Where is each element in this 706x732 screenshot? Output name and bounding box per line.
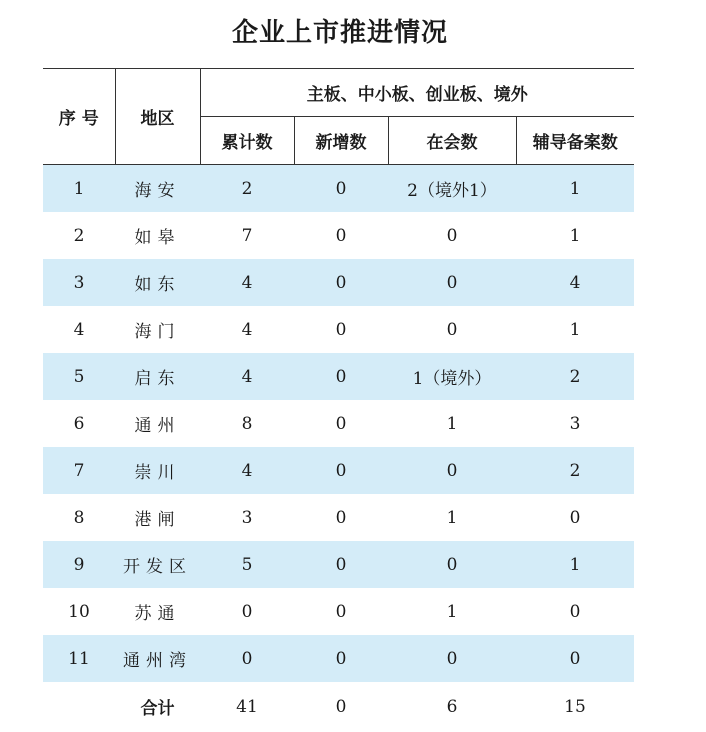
- cell-region: 崇川: [115, 447, 200, 494]
- header-row: [43, 69, 634, 117]
- cell-in-review: 0: [446, 319, 458, 340]
- cell-in-review: 1（境外）: [388, 353, 516, 400]
- table-row: [43, 306, 634, 353]
- table-row: [43, 400, 634, 447]
- header-cumulative: 累计数: [200, 117, 294, 165]
- cell-cumulative: 5: [200, 541, 294, 588]
- cell-seq: 8: [73, 507, 85, 528]
- cell-cumulative: 2: [200, 165, 294, 213]
- cell-new: 0: [335, 413, 347, 434]
- cell-seq: 10: [68, 601, 90, 622]
- cell-cumulative: 4: [200, 353, 294, 400]
- cell-region: 如东: [115, 259, 200, 306]
- cell-new: 0: [294, 165, 388, 213]
- cell-tutoring: 2: [516, 353, 634, 400]
- page-title: 企业上市推进情况: [231, 18, 448, 48]
- header-region: 地区: [115, 69, 200, 165]
- cell-region: 海门: [134, 322, 181, 342]
- cell-new: 0: [335, 319, 347, 340]
- table-row: [43, 494, 634, 541]
- cell-new: 0: [294, 353, 388, 400]
- cell-in-review: 0: [446, 225, 458, 246]
- cell-seq: 4: [73, 319, 85, 340]
- cell-cumulative: 4: [241, 319, 253, 340]
- total-cumulative: 41: [236, 696, 258, 717]
- cell-tutoring: 4: [516, 259, 634, 306]
- cell-region: 通州: [134, 416, 181, 436]
- total-in-review: 6: [446, 696, 458, 717]
- cell-seq: 9: [43, 541, 115, 588]
- total-new: 0: [335, 696, 347, 717]
- header-tutoring: 辅导备案数: [516, 117, 634, 165]
- table-row: [43, 588, 634, 635]
- cell-region: 港闸: [134, 510, 181, 530]
- cell-tutoring: 3: [569, 413, 581, 434]
- cell-in-review: 1: [446, 601, 458, 622]
- cell-tutoring: 1: [516, 541, 634, 588]
- cell-new: 0: [294, 447, 388, 494]
- cell-seq: 3: [43, 259, 115, 306]
- cell-in-review: 0: [388, 447, 516, 494]
- table-row: [43, 353, 634, 400]
- cell-cumulative: 8: [241, 413, 253, 434]
- cell-new: 0: [294, 635, 388, 682]
- table-row: [43, 447, 634, 494]
- cell-cumulative: 3: [241, 507, 253, 528]
- table-row: [43, 165, 634, 213]
- cell-cumulative: 4: [200, 447, 294, 494]
- cell-in-review: 1: [446, 413, 458, 434]
- cell-region: 如皋: [134, 228, 181, 248]
- header-in-review: 在会数: [388, 117, 516, 165]
- total-label: 合计: [140, 699, 175, 719]
- cell-region: 启东: [115, 353, 200, 400]
- cell-region: 苏通: [134, 604, 181, 624]
- table-row: [43, 541, 634, 588]
- cell-region: 通州湾: [115, 635, 200, 682]
- cell-in-review: 0: [388, 635, 516, 682]
- cell-region: 海安: [115, 165, 200, 213]
- cell-new: 0: [335, 225, 347, 246]
- cell-seq: [43, 682, 115, 731]
- listing-progress-table: [43, 68, 634, 731]
- cell-seq: 11: [43, 635, 115, 682]
- cell-cumulative: 0: [200, 635, 294, 682]
- table-row: [43, 259, 634, 306]
- cell-seq: 7: [43, 447, 115, 494]
- cell-new: 0: [335, 601, 347, 622]
- cell-tutoring: 1: [569, 319, 581, 340]
- cell-seq: 1: [43, 165, 115, 213]
- cell-in-review: 0: [388, 259, 516, 306]
- cell-new: 0: [294, 541, 388, 588]
- cell-region: 开发区: [115, 541, 200, 588]
- header-new: 新增数: [294, 117, 388, 165]
- cell-tutoring: 0: [569, 507, 581, 528]
- cell-seq: 2: [73, 225, 85, 246]
- cell-tutoring: 1: [516, 165, 634, 213]
- total-row: [43, 682, 634, 731]
- cell-tutoring: 0: [569, 601, 581, 622]
- table-row: [43, 212, 634, 259]
- cell-in-review: 2（境外1）: [388, 165, 516, 213]
- cell-tutoring: 2: [516, 447, 634, 494]
- cell-in-review: 1: [446, 507, 458, 528]
- total-tutoring: 15: [564, 696, 586, 717]
- cell-cumulative: 4: [200, 259, 294, 306]
- cell-new: 0: [294, 259, 388, 306]
- cell-new: 0: [335, 507, 347, 528]
- table-row: [43, 635, 634, 682]
- cell-cumulative: 7: [241, 225, 253, 246]
- cell-tutoring: 1: [569, 225, 581, 246]
- header-group: 主板、中小板、创业板、境外: [200, 69, 634, 117]
- cell-cumulative: 0: [241, 601, 253, 622]
- cell-seq: 5: [43, 353, 115, 400]
- cell-tutoring: 0: [516, 635, 634, 682]
- cell-seq: 6: [73, 413, 85, 434]
- cell-in-review: 0: [388, 541, 516, 588]
- header-seq: 序 号: [43, 69, 115, 165]
